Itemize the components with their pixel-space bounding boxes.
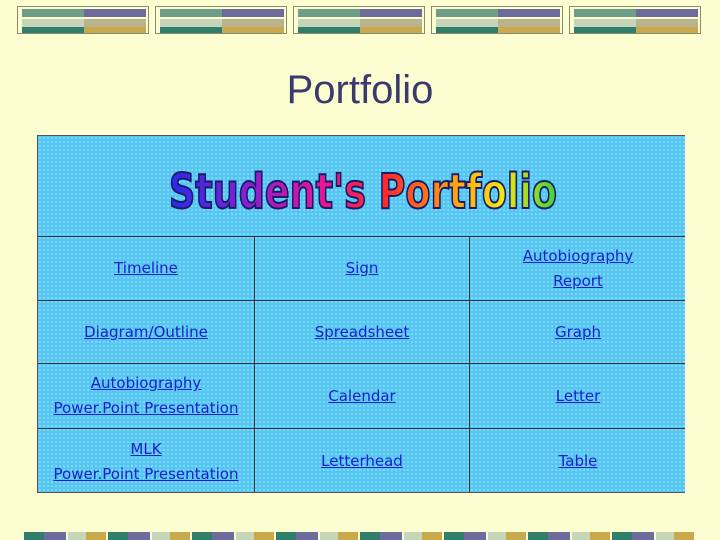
portfolio-link[interactable]: Table: [558, 452, 598, 470]
portfolio-link[interactable]: Diagram/Outline: [84, 322, 208, 341]
decor-tile: [444, 532, 528, 540]
portfolio-link[interactable]: Power.Point Presentation: [53, 464, 239, 483]
decor-tile: [528, 532, 612, 540]
slide-title-text: Portfolio: [286, 68, 434, 112]
portfolio-link[interactable]: Timeline: [114, 259, 178, 277]
portfolio-banner: [38, 136, 685, 236]
decor-tile: [192, 532, 276, 540]
table-cell: [38, 237, 255, 300]
portfolio-link[interactable]: Spreadsheet: [314, 322, 410, 341]
table-cell: [38, 429, 255, 493]
table-row: [38, 428, 685, 493]
table-row: [38, 300, 685, 363]
header-decoration: [0, 6, 720, 36]
portfolio-link[interactable]: Letter: [555, 386, 601, 405]
table-row: [38, 363, 685, 428]
table-cell: [470, 364, 685, 428]
table-cell: [255, 237, 470, 300]
decor-tile: [612, 532, 696, 540]
slide-title: [0, 68, 720, 113]
footer-decoration: [0, 532, 720, 540]
banner-wordart: [38, 136, 685, 236]
decor-tile: [155, 6, 287, 34]
portfolio-link[interactable]: MLK: [130, 439, 162, 458]
portfolio-link[interactable]: Power.Point Presentation: [53, 399, 239, 417]
table-cell: [470, 237, 685, 300]
decor-tile: [569, 6, 701, 34]
table-cell: [255, 364, 470, 428]
table-cell: [255, 301, 470, 363]
banner-title: Student's Portfolio: [169, 164, 557, 220]
portfolio-link[interactable]: Letterhead: [321, 452, 403, 470]
table-cell: [38, 301, 255, 363]
table-cell: [470, 301, 685, 363]
portfolio-link[interactable]: Autobiography: [522, 246, 634, 265]
decor-tile: [17, 6, 149, 34]
portfolio-link[interactable]: Report: [553, 271, 603, 290]
decor-tile: [293, 6, 425, 34]
decor-tile: [24, 532, 108, 540]
decor-tile: [431, 6, 563, 34]
decor-tile: [276, 532, 360, 540]
table-row: [38, 236, 685, 300]
table-cell: [255, 429, 470, 493]
portfolio-link[interactable]: Autobiography: [90, 374, 202, 392]
table-cell: [38, 364, 255, 428]
decor-tile: [108, 532, 192, 540]
decor-tile: [360, 532, 444, 540]
portfolio-page-screenshot: [37, 135, 685, 493]
table-cell: [470, 429, 685, 493]
portfolio-link[interactable]: Graph: [554, 322, 601, 341]
portfolio-link[interactable]: Calendar: [328, 386, 396, 405]
portfolio-link[interactable]: Sign: [345, 259, 379, 277]
